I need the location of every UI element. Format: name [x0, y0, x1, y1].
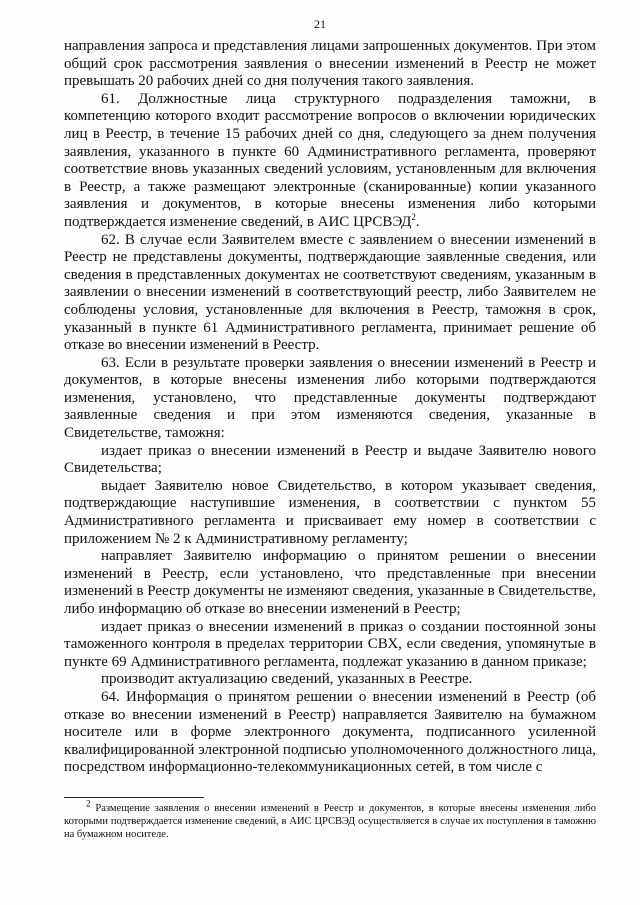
page-number: 21 — [314, 17, 326, 31]
paragraph-61-end: . — [415, 213, 420, 230]
list-item-order-control-zone: издает приказ о внесении изменений в приказ о создании постоянной зоны таможенного контроля в пределах территории СВХ, если сведения, упомянутые в пункте 69 Административного регламента, подлежат указанию в данном приказе; — [64, 618, 596, 670]
footnote-number: 2 — [86, 798, 91, 809]
footnote-divider — [64, 797, 204, 798]
list-item-issue-certificate: выдает Заявителю новое Свидетельство, в котором указывает сведения, подтверждающие наступившие изменения, в соответствии с пунктом 55 Административного регламента и присваивает ему номер в соответствии с приложением № 2 к Административному регламенту; — [64, 477, 596, 547]
list-item-send-information: направляет Заявителю информацию о принятом решении о внесении изменений в Реестр, если установлено, что представленные при внесении изменений в Реестр документы не изменяют сведения, указанные в Свидетельстве, либо информацию об отказе во внесении изменений в Реестр; — [64, 548, 596, 617]
paragraph-61-text: 61. Должностные лица структурного подразделения таможни, в компетенцию которого входит рассмотрение вопросов о включении юридических лиц в Реестр, в течение 15 рабочих дней со дня, следующего за днем получения заявления, указанного в пункте 60 Административного регламента, проверяют соответствие вновь указанных сведений условиям, установленным для включения в Реестр, а также размещают электронные (сканированные) копии указанного заявления и документов, в которые внесены изменения либо которыми подтверждается изменение сведений, в АИС ЦРСВЭД — [64, 90, 596, 230]
footnote — [64, 798, 596, 841]
list-item-update-register: производит актуализацию сведений, указанных в Реестре. — [101, 671, 473, 688]
list-item-order-new-certificate: издает приказ о внесении изменений в Реестр и выдаче Заявителю нового Свидетельства; — [64, 442, 596, 477]
paragraph-61 — [64, 91, 596, 232]
paragraph-continuation: направления запроса и представления лицами запрошенных документов. При этом общий срок рассмотрения заявления о внесении изменений в Реестр не может превышать 20 рабочих дней со дня получения такого заявления. — [64, 38, 596, 90]
document-body — [64, 38, 596, 777]
footnote-ref[interactable]: 2 — [411, 211, 416, 222]
paragraph-63: 63. Если в результате проверки заявления о внесении изменений в Реестр и документов, в которые внесены изменения либо которыми подтверждаются изменения, установлено, что представленные документы подтверждают заявленные сведения и при этом изменяются сведения, указанные в Свидетельстве, таможня: — [64, 354, 596, 442]
paragraph-62: 62. В случае если Заявителем вместе с заявлением о внесении изменений в Реестр не представлены документы, подтверждающие заявленные сведения, или сведения в представленных документах не соответствуют сведениям, указанным в заявлении о внесении изменений в соответствующий реестр, либо Заявителем не соблюдены условия, установленные для включения в Реестр, таможня в срок, указанный в пункте 61 Административного регламента, принимает решение об отказе во внесении изменений в Реестр. — [64, 231, 596, 354]
paragraph-64: 64. Информация о принятом решении о внесении изменений в Реестр (об отказе во внесении изменений в Реестр) направляется Заявителю на бумажном носителе или в форме электронного документа, подписанного усиленной квалифицированной электронной подписью уполномоченного должностного лица, посредством информационно-телекоммуникационных сетей, в том числе с — [64, 688, 596, 776]
footnote-text: Размещение заявления о внесении изменений в Реестр и документов, в которые внесены изменения либо которыми подтверждается изменение сведений, в АИС ЦРСВЭД осуществляется в случае их поступления в таможню на бумажном носителе. — [64, 803, 596, 840]
